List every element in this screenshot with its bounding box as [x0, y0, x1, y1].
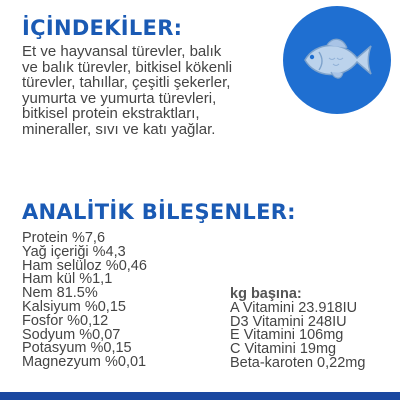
analytic-item: Fosfor %0,12 — [22, 312, 109, 329]
vitamins-block — [230, 288, 365, 371]
vitamin-item: Beta-karoten 0,22mg — [230, 354, 366, 371]
analytic-item: Kalsiyum %0,15 — [22, 298, 126, 315]
fish-badge — [283, 6, 391, 114]
ingredients-heading: İÇİNDEKİLER: — [22, 16, 183, 40]
ingredients-text — [22, 44, 262, 137]
ingredients-line: mineraller, sıvı ve katı yağlar. — [22, 120, 216, 138]
ingredients-line: Et ve hayvansal türevler, balık — [22, 43, 222, 60]
vitamin-item: C Vitamini 19mg — [230, 341, 337, 358]
analytic-heading: ANALİTİK BİLEŞENLER: — [22, 200, 296, 224]
analytic-item: Protein %7,6 — [22, 230, 106, 246]
bottom-accent-bar — [0, 392, 400, 400]
analytic-item: Ham kül %1,1 — [22, 271, 113, 288]
analytic-item: Ham selüloz %0,46 — [22, 257, 147, 274]
ingredients-line: yumurta ve yumurta türevleri, — [22, 89, 217, 107]
fish-icon — [297, 28, 377, 92]
ingredients-line: ve balık türevler, bitkisel kökenli — [22, 58, 233, 76]
vitamin-item: A Vitamini 23.918IU — [230, 299, 358, 316]
ingredients-line: türevler, tahıllar, çeşitli şekerler, — [22, 74, 231, 91]
vitamin-item: E Vitamini 106mg — [230, 327, 344, 344]
vitamin-item: D3 Vitamini 248IU — [230, 313, 347, 330]
analytic-item: Sodyum %0,07 — [22, 326, 121, 343]
analytic-item: Potasyum %0,15 — [22, 340, 132, 357]
ingredients-line: bitkisel protein ekstraktları, — [22, 105, 200, 122]
analytic-item: Magnezyum %0,01 — [22, 354, 147, 371]
analytic-item: Nem 81.5% — [22, 285, 98, 302]
analytic-list — [22, 232, 147, 370]
analytic-item: Yağ içeriği %4,3 — [22, 243, 126, 260]
vitamins-heading: kg başına: — [230, 286, 302, 302]
